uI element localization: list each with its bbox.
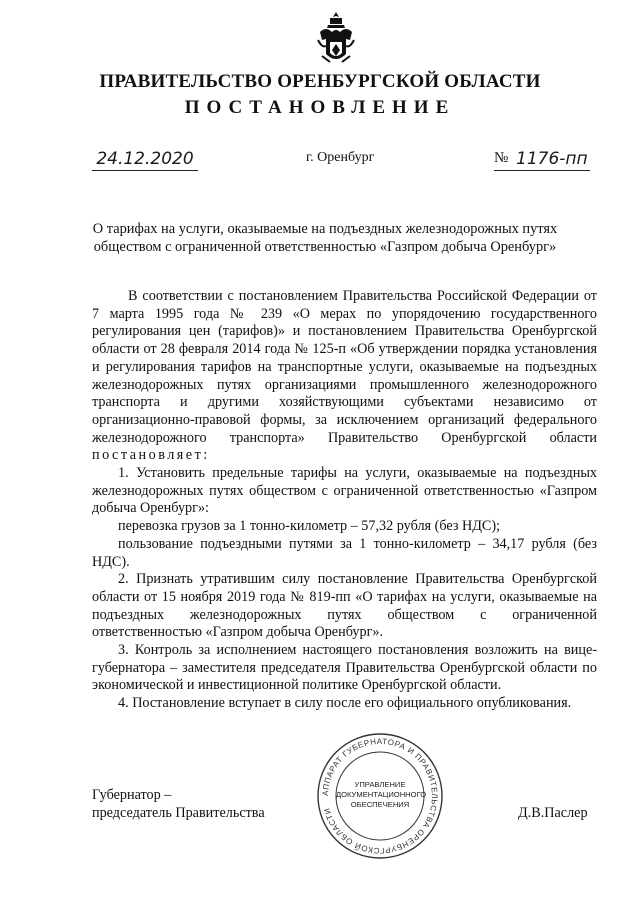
stamp-line-1: УПРАВЛЕНИЕ: [354, 780, 406, 789]
item-1a-paragraph: перевозка грузов за 1 тонно-километр – 57,32 рубля (без НДС);: [118, 518, 501, 535]
organization-title: ПРАВИТЕЛЬСТВО ОРЕНБУРГСКОЙ ОБЛАСТИ: [99, 71, 541, 92]
signatory-title-line-2: председатель Правительства: [92, 804, 265, 821]
preamble-paragraph: [92, 288, 597, 465]
decrees-word: постановляет:: [92, 447, 210, 464]
signatory-name: Д.В.Паслер: [518, 805, 588, 821]
item-1b-paragraph: пользование подъездными путями за 1 тонно-километр – 34,17 рубля (без НДС).: [92, 535, 597, 570]
preamble-text: В соответствии с постановлением Правительства Российской Федерации от 7 марта 1995 года № 239 «О мерах по упорядочению государственного регулирования цен (тарифов)» и постановлением Правительства Оренбургской области от 28 февраля 2014 года № 125-п «Об утверждении порядка установления и регулирования тарифов на транспортные услуги, оказываемые на подъездных железнодорожных путях организациями промышленного железнодорожного транспорта и другими хозяйствующими субъектами независимо от организационно-правовой формы, за исключением организаций федерального железнодорожного транспорта» Правительство Оренбургской области: [92, 288, 597, 446]
document-body: [92, 288, 597, 713]
document-number-value: 1176-пп: [516, 149, 588, 169]
item-1-paragraph: 1. Установить предельные тарифы на услуги, оказываемые на подъездных железнодорожных путях обществом с ограниченной ответственностью «Газпром добыча Оренбург»:: [92, 465, 597, 517]
coat-of-arms-emblem: [316, 10, 356, 66]
document-subject: [80, 220, 570, 256]
document-city: г. Оренбург: [306, 150, 375, 165]
item-2-paragraph: 2. Признать утратившим силу постановление Правительства Оренбургской области от 15 ноября 2019 года № 819-пп «О тарифах на услуги, оказываемые на подъездных железнодорожных путях обществом с ограниченной ответственностью «Газпром добыча Оренбург».: [92, 571, 597, 641]
document-date-value: 24.12.2020: [96, 149, 194, 169]
number-sign: №: [494, 150, 509, 166]
stamp-ring-text: АППАРАТ ГУБЕРНАТОРА И ПРАВИТЕЛЬСТВА ОРЕНБУРГСКОЙ ОБЛАСТИ: [320, 736, 440, 856]
signatory-title: [92, 787, 265, 823]
document-number: [494, 148, 590, 171]
item-3-paragraph: 3. Контроль за исполнением настоящего постановления возложить на вице-губернатора – заместителя председателя Правительства Оренбургской области по экономической и инвестиционной политике Оренбургской области.: [92, 642, 597, 694]
stamp-line-3: ОБЕСПЕЧЕНИЯ: [350, 800, 410, 809]
subject-line-1: О тарифах на услуги, оказываемые на подъездных железнодорожных путях: [92, 221, 558, 237]
item-4-paragraph: 4. Постановление вступает в силу после его официального опубликования.: [118, 695, 572, 712]
document-date: [92, 148, 198, 171]
subject-line-2: обществом с ограниченной ответственностью «Газпром добыча Оренбург»: [93, 239, 557, 255]
stamp-center-text: [336, 780, 427, 810]
signatory-title-line-1: Губернатор –: [92, 787, 172, 803]
document-type-title: ПОСТАНОВЛЕНИЕ: [184, 97, 456, 118]
stamp-line-2: ДОКУМЕНТАЦИОННОГО: [336, 790, 427, 799]
